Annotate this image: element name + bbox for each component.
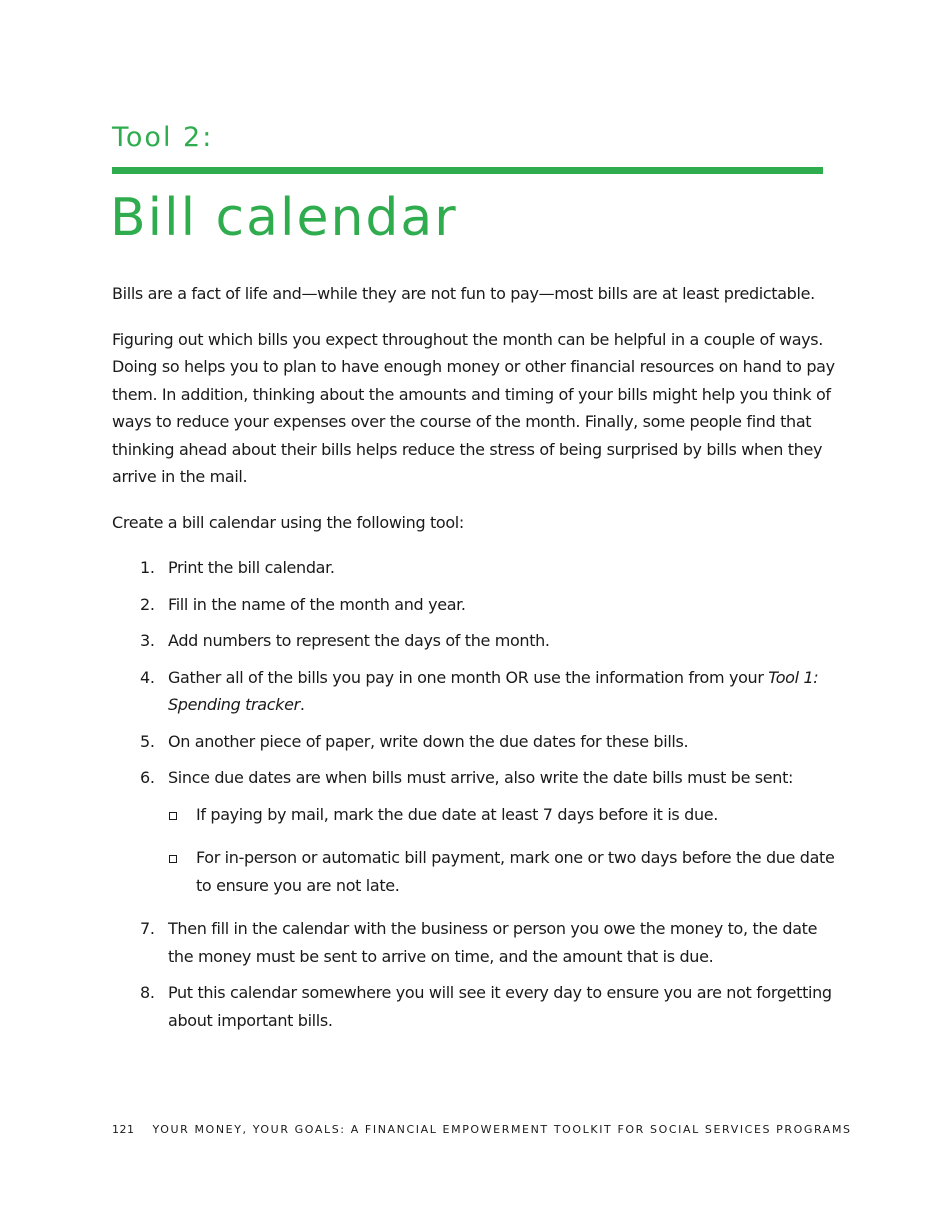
step-text: Fill in the name of the month and year. [168, 594, 466, 614]
sub-list-item [168, 844, 840, 899]
step-text: Add numbers to represent the days of the month. [168, 631, 550, 650]
sub-list-item [168, 801, 840, 829]
step-text: On another piece of paper, write down the due dates for these bills. [168, 731, 689, 751]
substep-text: If paying by mail, mark the due date at least 7 days before it is due. [196, 804, 718, 824]
step-number: 3. [140, 631, 155, 650]
step-number: 7. [140, 919, 155, 938]
square-bullet-icon [169, 812, 177, 820]
square-bullet-icon [169, 855, 177, 863]
list-item [112, 591, 840, 619]
list-item [112, 664, 840, 719]
step-text: Put this calendar somewhere you will see it every day to ensure you are not forgetting about important bills. [168, 983, 832, 1030]
step-italic-reference: Tool 1: Spending tracker [168, 667, 819, 714]
intro-paragraph-2: Figuring out which bills you expect throughout the month can be helpful in a couple of ways. Doing so helps you to plan to have enough money or other financial resources on hand to pay them. In addition, thinking about the amounts and timing of your bills might help you think of ways to reduce your expenses over the course of the month. Finally, some people find that thinking ahead about their bills helps reduce the stress of being surprised by bills when they arrive in the mail. [112, 329, 835, 486]
substep-text: For in-person or automatic bill payment, mark one or two days before the due date to ensure you are not late. [196, 848, 835, 895]
step-number: 6. [140, 768, 155, 787]
tool-label: Tool 2: [112, 122, 214, 153]
step-number: 8. [140, 983, 155, 1002]
step-number: 2. [140, 594, 155, 614]
step-number: 1. [140, 558, 155, 577]
steps-list [112, 554, 840, 1034]
running-title: YOUR MONEY, YOUR GOALS: A FINANCIAL EMPOWERMENT TOOLKIT FOR SOCIAL SERVICES PROGRAMS [152, 1123, 852, 1136]
step-text: Print the bill calendar. [168, 558, 335, 577]
step-text: Then fill in the calendar with the business or person you owe the money to, the date the money must be sent to arrive on time, and the amount that is due. [168, 919, 818, 966]
page-title: Bill calendar [110, 188, 458, 248]
header-rule [112, 167, 823, 174]
page-footer [112, 1122, 852, 1138]
step-text: Gather all of the bills you pay in one month OR use the information from your [168, 667, 769, 687]
list-item [112, 979, 840, 1034]
page-number: 121 [112, 1123, 135, 1136]
step-text: Since due dates are when bills must arrive, also write the date bills must be sent: [168, 768, 794, 787]
list-item [112, 915, 840, 970]
body-text [112, 280, 840, 1043]
list-item [112, 627, 840, 655]
substeps-list [168, 801, 840, 900]
list-item [112, 554, 840, 582]
step-text-end: . [299, 695, 305, 714]
step-number: 4. [140, 667, 155, 687]
list-item [112, 764, 840, 899]
intro-paragraph-3: Create a bill calendar using the following tool: [112, 512, 464, 532]
list-item [112, 728, 840, 756]
intro-paragraph-1: Bills are a fact of life and—while they are not fun to pay—most bills are at least predictable. [112, 284, 815, 303]
step-number: 5. [140, 731, 155, 751]
